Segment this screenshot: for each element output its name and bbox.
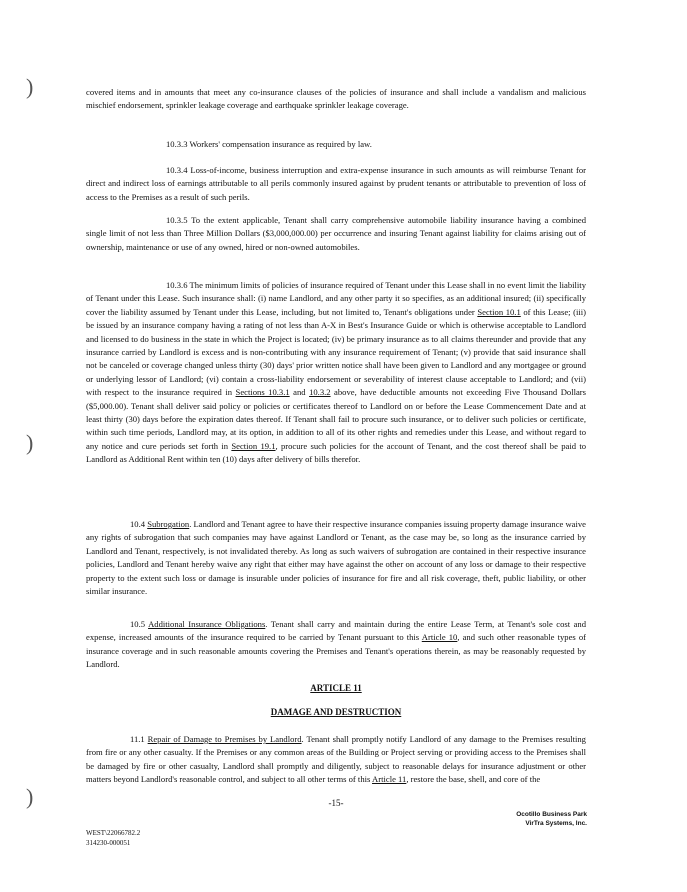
paragraph-10-3-3: 10.3.3 Workers' compensation insurance as required by law.	[166, 139, 372, 149]
footer-matter-number: 314230-000051	[86, 839, 131, 847]
paragraph-10-4-subrogation: 10.4 Subrogation. Landlord and Tenant agree to have their respective insurance companies issuing property damage insurance waive any rights of subrogation that such companies may have against Landlord or Tenant, as the case may be, so long as the insurance carried by Landlord and Tenant, respectively, is not invalidated thereby. As long as such waivers of subrogation are contained in their respective insurance policies, Landlord and Tenant hereby waive any right that either may have against the other on account of any loss or damage to their respective property to the extent such loss or damage is insurable under policies of insurance for fire and all risk coverage, theft, public liability, or other similar insurance.	[86, 519, 586, 597]
article-heading: ARTICLE 11	[310, 683, 362, 693]
article-title: DAMAGE AND DESTRUCTION	[270, 707, 402, 717]
paragraph-10-5-additional-insurance: 10.5 Additional Insurance Obligations. Tenant shall carry and maintain during the entire Lease Term, at Tenant's sole cost and expense, increased amounts of the insurance required to be carried by Tenant pursuant to this Article 10, and such other reasonable types of insurance coverage and in such reasonable amounts covering the Premises and Tenant's operations therein, as may be reasonably requested by Landlord.	[86, 619, 587, 670]
section-title: Repair of Damage to Premises by Landlord	[147, 734, 302, 744]
footer-project: Ocotillo Business Park	[516, 811, 587, 818]
paragraph-coverage-continued: covered items and in amounts that meet any co-insurance clauses of the policies of insurance and shall include a vandalism and malicious mischief endorsement, sprinkler leakage coverage and earthquake sprinkler leakage coverage.	[86, 87, 586, 111]
paragraph-11-1-repair: 11.1 Repair of Damage to Premises by Landlord. Tenant shall promptly notify Landlord of any damage to the Premises resulting from fire or any other casualty. If the Premises or any common areas of the Building or Project serving or providing access to the Premises shall be damaged by fire or other casualty, Landlord shall promptly and diligently, subject to reasonable delays for insurance adjustment or other matters beyond Landlord's reasonable control, and subject to all other terms of this Article 11, restore the base, shell, and core of the	[86, 734, 586, 785]
section-reference: 10.3.2	[309, 387, 331, 398]
paragraph-10-3-6: 10.3.6 The minimum limits of policies of insurance required of Tenant under this Lease shall in no event limit the liability of Tenant under this Lease. Such insurance shall: (i) name Landlord, and any other party it so specifies, as an additional insured; (ii) specifically cover the liability assumed by Tenant under this Lease, including, but not limited to, Tenant's obligations under Section 10.1 of this Lease; (iii) be issued by an insurance company having a rating of not less than A-X in Best's Insurance Guide or which is otherwise acceptable to Landlord and licensed to do business in the state in which the Project is located; (iv) be primary insurance as to all claims thereunder and provide that any insurance carried by Landlord is excess and is non-contributing with any insurance requirement of Tenant; (v) provide that said insurance shall not be canceled or coverage changed unless thirty (30) days' prior written notice shall have been given to Landlord and any mortgagee or ground or underlying lessor of Landlord; (vi) contain a cross-liability endorsement or severability of interest clause acceptable to Landlord; and (vii) with respect to the insurance required in Sections 10.3.1 and 10.3.2 above, have deductible amounts not exceeding Five Thousand Dollars ($5,000.00). Tenant shall deliver said policy or policies or certificates thereof to Landlord on or before the Lease Commencement Date and at least thirty (30) days before the expiration dates thereof. If Tenant shall fail to procure such insurance, or to deliver such policies or certificate, within such time periods, Landlord may, at its option, in addition to all of its other rights and remedies under this Lease, and without regard to any notice and cure periods set forth in Section 19.1, procure such policies for the account of Tenant, and the cost thereof shall be paid to Landlord as Additional Rent within ten (10) days after delivery of bills therefor.	[86, 280, 587, 465]
section-reference: Article 10	[421, 632, 458, 643]
section-reference: Sections 10.3.1	[235, 387, 290, 398]
section-reference: Article 11	[372, 774, 407, 785]
paragraph-10-3-5: 10.3.5 To the extent applicable, Tenant shall carry comprehensive automobile liability insurance having a combined single limit of not less than Three Million Dollars ($3,000,000.00) per occurrence and insuring Tenant against liability for claims arising out of ownership, maintenance or use of any owned, hired or non-owned automobiles.	[86, 215, 586, 252]
section-reference: Section 10.1	[477, 306, 521, 317]
binder-hole-mark: )	[26, 430, 34, 455]
section-title: Additional Insurance Obligations	[148, 619, 266, 629]
binder-hole-mark: )	[26, 784, 34, 809]
paragraph-10-3-4: 10.3.4 Loss-of-income, business interruption and extra-expense insurance in such amounts as will reimburse Tenant for direct and indirect loss of earnings attributable to all perils commonly insured against by prudent tenants or attributable to prevention of loss of access to the Premises as a result of such perils.	[86, 165, 586, 202]
footer-left	[86, 828, 140, 848]
section-title: Subrogation	[147, 519, 190, 529]
footer-party: VirTra Systems, Inc.	[525, 820, 587, 827]
binder-hole-mark: )	[26, 74, 34, 99]
footer-doc-id: WEST\22066782.2	[86, 829, 141, 837]
footer-right	[516, 810, 587, 828]
page-number: -15-	[328, 798, 344, 808]
section-reference: Section 19.1	[231, 440, 276, 451]
